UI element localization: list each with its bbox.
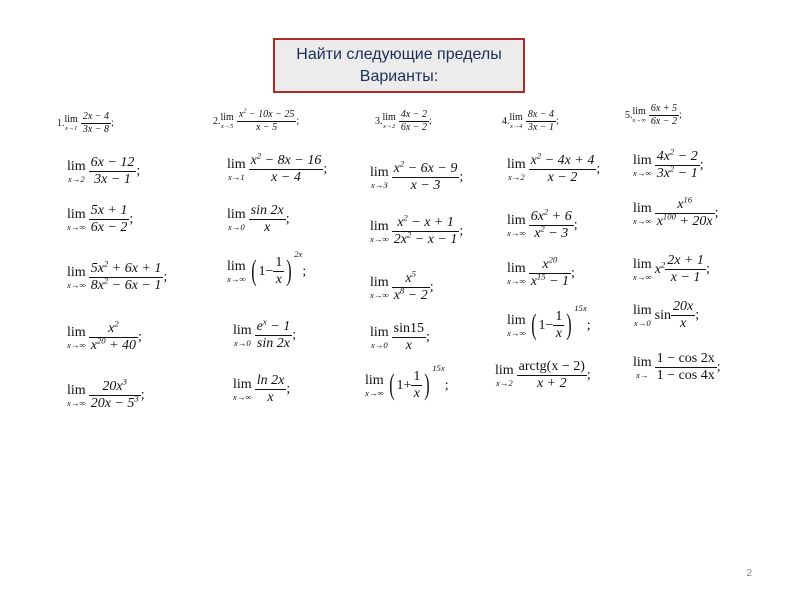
fraction: $\frac{1}{x}$ <box>275 255 283 288</box>
fraction: $\frac{5x + 1}{6x - 2}$ <box>90 203 128 235</box>
fraction: $\frac{x^2}{x^{20} + 40}$ <box>90 318 137 353</box>
lim: lim x→ <box>633 354 652 380</box>
title-line-1: Найти следующие пределы <box>296 46 502 63</box>
fraction: $\frac{5x^2 + 6x + 1}{8x^2 - 6x - 1}$ <box>90 258 162 293</box>
lim: lim x→∞ <box>507 260 526 286</box>
lim: lim x→2 <box>67 158 86 184</box>
problem-r2c2: lim x→1 $\frac{x^2 - 8x - 16}{x - 4}$ ; <box>227 150 328 185</box>
fraction: $\frac{x^5}{x^8 - 2}$ <box>393 268 428 303</box>
fraction: $\frac{\ln 2x}{x}$ <box>256 373 285 405</box>
problem-r4c4: lim x→∞ $\frac{x^{20}}{x^{15} - 1}$ ; <box>507 254 575 289</box>
lim: lim x→∞ <box>67 264 86 290</box>
fraction: $\frac{1 - \cos 2x}{1 - \cos 4x}$ <box>656 351 715 383</box>
problem-r3c4: lim x→∞ $\frac{6x^2 + 6}{x^2 - 3}$ ; <box>507 206 578 241</box>
problem-number: 1. <box>57 117 65 129</box>
fraction: $\frac{x^2 - 8x - 16}{x - 4}$ <box>250 150 322 185</box>
lim: lim x→0 <box>227 206 246 232</box>
problem-r6c5: lim x→ $\frac{1 - \cos 2x}{1 - \cos 4x}$ ; <box>633 351 721 383</box>
problem-2: 2. lim x→5 $\frac{x^2 - 10x - 25}{x - 5}$ ; <box>213 107 300 133</box>
problem-r3c5: lim x→∞ $\frac{x^{16}}{x^{100} + 20x}$ ; <box>633 194 719 229</box>
problem-5: 5. lim x→∞ $\frac{6x + 5}{6x - 2}$ ; <box>625 103 682 127</box>
problem-r4c5: lim x→∞ $x^2$ $\frac{2x + 1}{x - 1}$ ; <box>633 253 710 285</box>
problem-r5c2: lim x→0 $\frac{e^x - 1}{\sin 2x}$ ; <box>233 316 297 351</box>
fraction: $\frac{x^{20}}{x^{15} - 1}$ <box>530 254 570 289</box>
problem-r4c3: lim x→∞ $\frac{x^5}{x^8 - 2}$ ; <box>370 268 434 303</box>
fraction: $\frac{x^2 - 10x - 25}{x - 5}$ <box>238 107 295 133</box>
problem-r6c2: lim x→∞ $\frac{\ln 2x}{x}$ ; <box>233 373 291 405</box>
problem-r4c2: lim x→∞ ( 1− $\frac{1}{x}$ )$^{2x}$; <box>227 249 307 288</box>
problem-4: 4. lim x→4 $\frac{8x - 4}{3x - 1}$ ; <box>502 109 559 133</box>
problem-r5c3: lim x→0 $\frac{\sin 15}{x}$ ; <box>370 321 430 353</box>
problem-r6c4: lim x→2 $\frac{\text{arctg(x − 2)}}{x + 2}$ ; <box>495 359 591 391</box>
fraction: $\frac{\sin 2x}{x}$ <box>250 203 284 235</box>
problem-r4c1: lim x→∞ $\frac{5x^2 + 6x + 1}{8x^2 - 6x - 1}$ ; <box>67 258 168 293</box>
problem-3: 3. lim x→2 $\frac{4x - 2}{6x - 2}$ ; <box>375 109 432 133</box>
lim: lim x→∞ <box>633 200 652 226</box>
lim: lim x→2 <box>507 156 526 182</box>
problem-r5c1: lim x→∞ $\frac{x^2}{x^{20} + 40}$ ; <box>67 318 142 353</box>
problem-r6c3: lim x→∞ ( 1+ $\frac{1}{x}$ )$^{15x}$; <box>365 363 449 402</box>
problem-r5c4: lim x→∞ ( 1− $\frac{1}{x}$ )$^{15x}$; <box>507 303 591 342</box>
problem-r3c1: lim x→∞ $\frac{5x + 1}{6x - 2}$ ; <box>67 203 134 235</box>
fraction: $\frac{4x^2 - 2}{3x^2 - 1}$ <box>656 146 698 181</box>
lim: lim x→2 <box>382 111 396 130</box>
problems-grid <box>55 98 755 428</box>
lim: lim x→∞ <box>67 382 86 408</box>
problem-r6c1: lim x→∞ $\frac{20x^3}{20x - 5^3}$ ; <box>67 376 145 411</box>
lim: lim x→∞ <box>365 372 384 398</box>
fraction: $\frac{2x + 1}{x - 1}$ <box>667 253 704 285</box>
fraction: $\frac{x^2 - 4x + 4}{x - 2}$ <box>530 150 595 185</box>
problem-r2c4: lim x→2 $\frac{x^2 - 4x + 4}{x - 2}$ ; <box>507 150 601 185</box>
fraction: $\frac{e^x - 1}{\sin 2x}$ <box>256 316 291 351</box>
problem-number: 5. <box>625 109 633 121</box>
problem-r2c1: lim x→2 $\frac{6x - 12}{3x - 1}$ ; <box>67 155 141 187</box>
problem-number: 4. <box>502 115 510 127</box>
problem-r2c5: lim x→∞ $\frac{4x^2 - 2}{3x^2 - 1}$ ; <box>633 146 704 181</box>
lim: lim x→2 <box>495 362 514 388</box>
problem-r5c5: lim x→0 sin $\frac{20x}{x}$ ; <box>633 299 700 331</box>
fraction: $\frac{x^2 - x + 1}{2x^2 - x - 1}$ <box>393 212 458 247</box>
fraction: $\frac{\text{arctg(x − 2)}}{x + 2}$ <box>518 359 585 391</box>
fraction: $\frac{2x - 4}{3x - 8}$ <box>82 111 110 135</box>
lim: lim x→4 <box>509 111 523 130</box>
problem-1: 1. lim x→1 $\frac{2x - 4}{3x - 8}$ ; <box>57 111 114 135</box>
lim: lim x→0 <box>633 302 652 328</box>
lim: lim x→0 <box>233 322 252 348</box>
lim: lim x→3 <box>370 164 389 190</box>
fraction: $\frac{6x + 5}{6x - 2}$ <box>650 103 678 127</box>
title-box <box>273 38 525 93</box>
problem-number: 3. <box>375 115 383 127</box>
lim: lim x→0 <box>370 324 389 350</box>
fraction: $\frac{20x}{x}$ <box>673 299 694 331</box>
fraction: $\frac{1}{x}$ <box>555 309 563 342</box>
fraction: $\frac{4x - 2}{6x - 2}$ <box>400 109 428 133</box>
fraction: $\frac{\sin 15}{x}$ <box>393 321 425 353</box>
page-number: 2 <box>746 568 752 579</box>
fraction: $\frac{20x^3}{20x - 5^3}$ <box>90 376 139 411</box>
fraction: $\frac{8x - 4}{3x - 1}$ <box>527 109 555 133</box>
lim: lim x→∞ <box>67 206 86 232</box>
fraction: $\frac{x^{16}}{x^{100} + 20x}$ <box>656 194 713 229</box>
lim: lim x→∞ <box>370 218 389 244</box>
lim: lim x→∞ <box>632 105 646 124</box>
lim: lim x→∞ <box>233 376 252 402</box>
lim: lim x→∞ <box>67 324 86 350</box>
lim: lim x→∞ <box>370 274 389 300</box>
lim: lim x→1 <box>64 113 78 132</box>
lim: lim x→∞ <box>507 212 526 238</box>
lim: lim x→∞ <box>227 258 246 284</box>
problem-r3c2: lim x→0 $\frac{\sin 2x}{x}$ ; <box>227 203 290 235</box>
lim: lim x→1 <box>227 156 246 182</box>
problem-r2c3: lim x→3 $\frac{x^2 - 6x - 9}{x - 3}$ ; <box>370 158 464 193</box>
title-line-2: Варианты: <box>359 68 439 85</box>
lim: lim x→∞ <box>507 312 526 338</box>
lim: lim x→∞ <box>633 152 652 178</box>
fraction: $\frac{6x^2 + 6}{x^2 - 3}$ <box>530 206 572 241</box>
fraction: $\frac{1}{x}$ <box>413 369 421 402</box>
lim: lim x→5 <box>220 111 234 130</box>
fraction: $\frac{6x - 12}{3x - 1}$ <box>90 155 135 187</box>
problem-number: 2. <box>213 115 221 127</box>
lim: lim x→∞ <box>633 256 652 282</box>
problem-r3c3: lim x→∞ $\frac{x^2 - x + 1}{2x^2 - x - 1}$ ; <box>370 212 464 247</box>
fraction: $\frac{x^2 - 6x - 9}{x - 3}$ <box>393 158 458 193</box>
